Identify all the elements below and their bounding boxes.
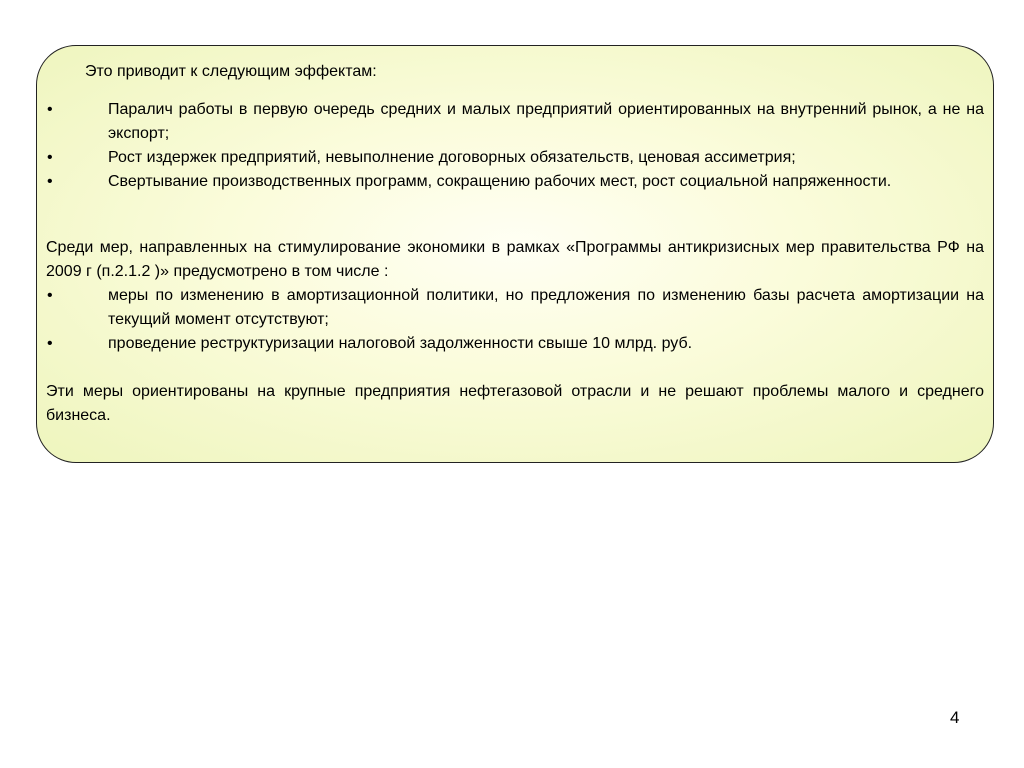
- conclusion-section: [46, 380, 984, 428]
- page-number: 4: [950, 708, 960, 727]
- effect-text: Свертывание производственных программ, сокращению рабочих мест, рост социальной напряженности.: [108, 173, 892, 190]
- effect-item: [46, 146, 984, 170]
- measures-list: [46, 284, 984, 356]
- measure-item: [46, 332, 984, 356]
- effects-list: [46, 98, 984, 194]
- effect-text: Паралич работы в первую очередь средних и малых предприятий ориентированных на внутренний рынок, а не на экспорт;: [108, 101, 984, 142]
- effects-section: [46, 98, 984, 194]
- bullet-icon: •: [47, 149, 53, 166]
- measure-text: меры по изменению в амортизационной политики, но предложения по изменению базы расчета амортизации на текущий момент отсутствуют;: [108, 287, 984, 328]
- measure-item: [46, 284, 984, 332]
- effect-text: Рост издержек предприятий, невыполнение договорных обязательств, ценовая ассиметрия;: [108, 149, 796, 166]
- conclusion-text: Эти меры ориентированы на крупные предприятия нефтегазовой отрасли и не решают проблемы малого и среднего бизнеса.: [46, 383, 984, 424]
- intro-heading: Это приводит к следующим эффектам:: [85, 63, 377, 80]
- bullet-icon: •: [47, 335, 53, 352]
- measures-intro: Среди мер, направленных на стимулирование экономики в рамках «Программы антикризисных мер правительства РФ на 2009 г (п.2.1.2 )» предусмотрено в том числе :: [46, 239, 984, 280]
- bullet-icon: •: [47, 173, 53, 190]
- effect-item: [46, 98, 984, 146]
- bullet-icon: •: [47, 101, 53, 118]
- bullet-icon: •: [47, 287, 53, 304]
- effect-item: [46, 170, 984, 194]
- measures-section: [46, 236, 984, 356]
- measure-text: проведение реструктуризации налоговой задолженности свыше 10 млрд. руб.: [108, 335, 693, 352]
